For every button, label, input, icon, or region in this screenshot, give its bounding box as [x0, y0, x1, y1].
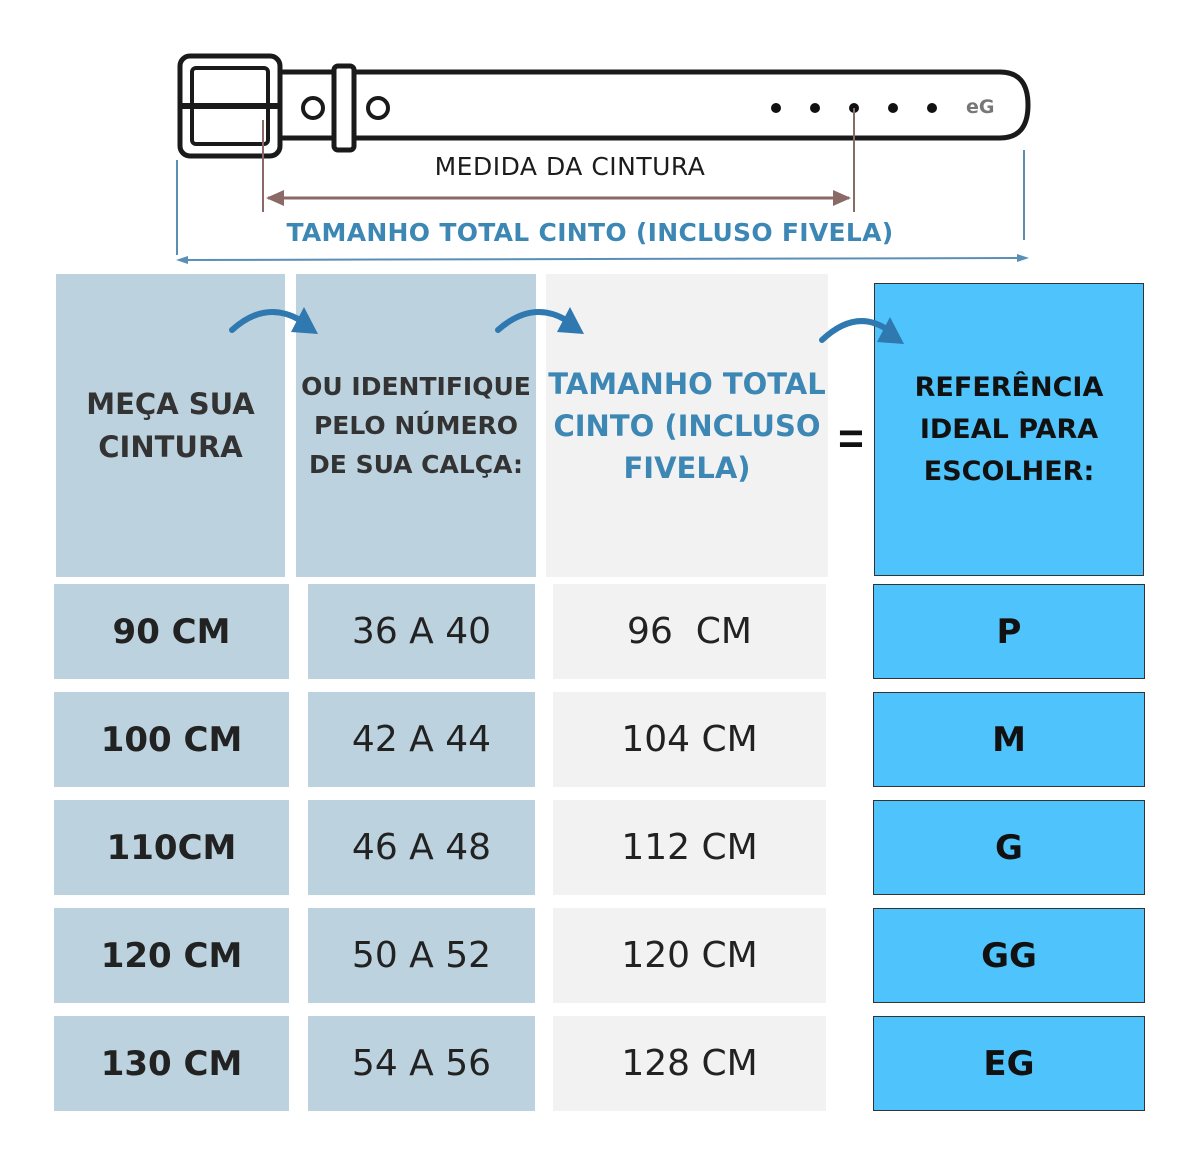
- total-length-label: TAMANHO TOTAL CINTO (INCLUSO FIVELA): [286, 218, 894, 247]
- total-cell: 120 CM: [553, 908, 826, 1003]
- header-waist: MEÇA SUA CINTURA: [56, 274, 285, 577]
- belt-hole: [888, 103, 898, 113]
- size-cell: GG: [873, 908, 1145, 1003]
- size-cell: P: [873, 584, 1145, 679]
- waist-measure-label: MEDIDA DA CINTURA: [434, 152, 706, 181]
- header-size-reference: REFERÊNCIA IDEAL PARA ESCOLHER:: [874, 283, 1144, 576]
- pants-cell: 36 A 40: [308, 584, 535, 679]
- total-arrow: [180, 258, 1026, 260]
- equals-sign: =: [838, 414, 864, 463]
- waist-cell: 120 CM: [54, 908, 289, 1003]
- size-cell: G: [873, 800, 1145, 895]
- belt-hole: [927, 103, 937, 113]
- waist-cell: 90 CM: [54, 584, 289, 679]
- header-total-length: TAMANHO TOTAL CINTO (INCLUSO FIVELA): [546, 274, 828, 577]
- total-cell: 104 CM: [553, 692, 826, 787]
- total-cell: 128 CM: [553, 1016, 826, 1111]
- belt-keeper: [334, 66, 354, 150]
- belt-strap: [282, 72, 1028, 138]
- belt-hole: [810, 103, 820, 113]
- header-pants-number: OU IDENTIFIQUE PELO NÚMERO DE SUA CALÇA:: [296, 274, 536, 577]
- waist-cell: 130 CM: [54, 1016, 289, 1111]
- pants-cell: 50 A 52: [308, 908, 535, 1003]
- pants-cell: 54 A 56: [308, 1016, 535, 1111]
- belt-hole: [771, 103, 781, 113]
- brand-logo: eG: [966, 96, 995, 118]
- pants-cell: 42 A 44: [308, 692, 535, 787]
- total-cell: 112 CM: [553, 800, 826, 895]
- total-cell: 96 CM: [553, 584, 826, 679]
- belt-diagram: [0, 0, 1200, 270]
- size-cell: EG: [873, 1016, 1145, 1111]
- size-cell: M: [873, 692, 1145, 787]
- waist-cell: 100 CM: [54, 692, 289, 787]
- waist-cell: 110CM: [54, 800, 289, 895]
- pants-cell: 46 A 48: [308, 800, 535, 895]
